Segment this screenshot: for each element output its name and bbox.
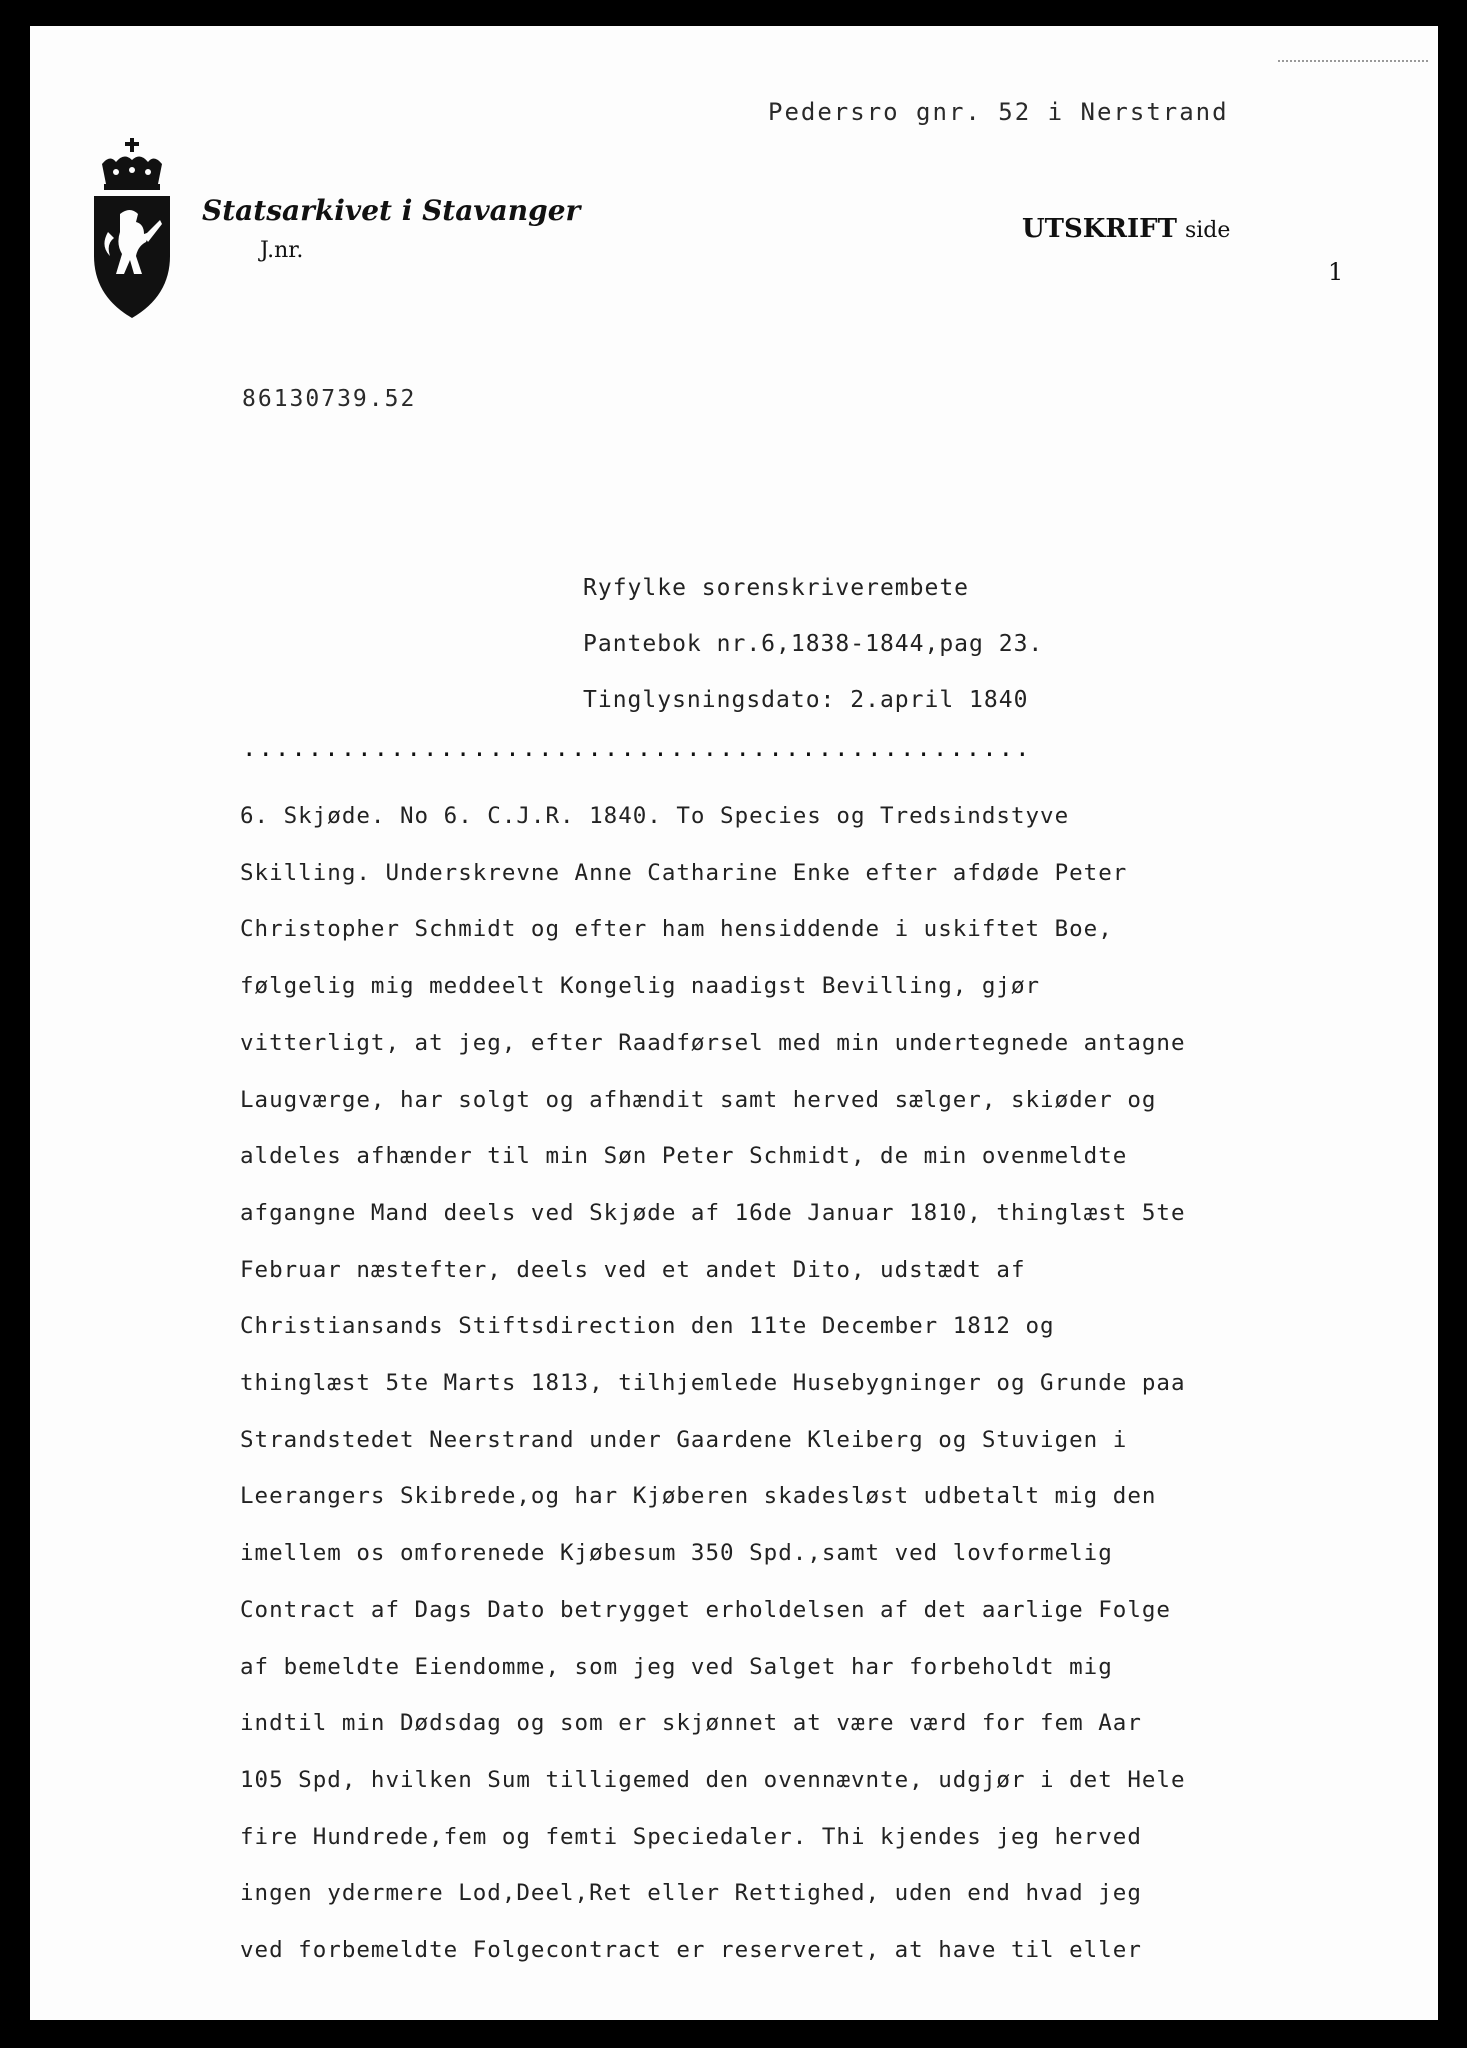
source-office: Ryfylke sorenskriverembete — [583, 575, 970, 601]
text-line: Laugværge, har solgt og afhændit samt herved sælger, skiøder og — [240, 1086, 1157, 1113]
journal-number-label: J.nr. — [260, 238, 304, 263]
side-label: side — [1184, 218, 1231, 243]
text-line: thinglæst 5te Marts 1813, tilhjemlede Husebygninger og Grunde paa — [240, 1370, 1186, 1397]
text-line: afgangne Mand deels ved Skjøde af 16de Januar 1810, thinglæst 5te — [240, 1199, 1186, 1226]
text-line: Christiansands Stiftsdirection den 11te December 1812 og — [240, 1313, 1055, 1340]
text-line: ingen ydermere Lod,Deel,Ret eller Rettighed, uden end hvad jeg — [240, 1880, 1142, 1907]
reference-number: 86130739.52 — [242, 386, 417, 412]
page-number: 1 — [1328, 258, 1344, 286]
archive-name: Statsarkivet i Stavanger — [202, 194, 581, 227]
deed-transcript — [240, 788, 1370, 1979]
text-line: vitterligt, at jeg, efter Raadførsel med min undertegnede antagne — [240, 1029, 1186, 1056]
text-line: Christopher Schmidt og efter ham hensiddende i uskiftet Boe, — [240, 916, 1113, 943]
top-rule — [1278, 60, 1428, 62]
property-title: Pedersro gnr. 52 i Nerstrand — [768, 98, 1229, 126]
text-line: Februar næstefter, deels ved et andet Dito, udstædt af — [240, 1256, 1026, 1283]
text-line: Strandstedet Neerstrand under Gaardene Kleiberg og Stuvigen i — [240, 1426, 1128, 1453]
text-line: af bemeldte Eiendomme, som jeg ved Salget har forbeholdt mig — [240, 1653, 1113, 1680]
text-line: 6. Skjøde. No 6. C.J.R. 1840. To Species og Tredsindstyve — [240, 803, 1070, 829]
text-line: følgelig mig meddeelt Kongelig naadigst Bevilling, gjør — [240, 973, 1041, 1000]
text-line: Leerangers Skibrede,og har Kjøberen skadesløst udbetalt mig den — [240, 1483, 1157, 1510]
source-block — [583, 560, 1043, 728]
transcript-heading — [1022, 214, 1230, 244]
text-line: Skilling. Underskrevne Anne Catharine Enke efter afdøde Peter — [240, 859, 1128, 886]
document-page — [30, 26, 1438, 2020]
text-line: ved forbemeldte Folgecontract er reserveret, at have til eller — [240, 1937, 1142, 1964]
transcript-label: UTSKRIFT — [1022, 214, 1177, 244]
text-line: aldeles afhænder til min Søn Peter Schmidt, de min ovenmeldte — [240, 1143, 1128, 1170]
text-line: 105 Spd, hvilken Sum tilligemed den ovennævnte, udgjør i det Hele — [240, 1766, 1186, 1793]
text-line: Contract af Dags Dato betrygget erholdelsen af det aarlige Folge — [240, 1596, 1171, 1623]
source-book: Pantebok nr.6,1838-1844,pag 23. — [583, 631, 1044, 657]
dotted-separator: ................................................ — [242, 734, 1032, 762]
text-line: fire Hundrede,fem og femti Speciedaler. Thi kjendes jeg herved — [240, 1823, 1142, 1850]
source-registration-date: Tinglysningsdato: 2.april 1840 — [583, 687, 1029, 713]
text-line: imellem os omforenede Kjøbesum 350 Spd.,samt ved lovformelig — [240, 1540, 1113, 1567]
norwegian-lion-crest-icon — [86, 136, 178, 326]
text-line: indtil min Dødsdag og som er skjønnet at være værd for fem Aar — [240, 1710, 1142, 1737]
